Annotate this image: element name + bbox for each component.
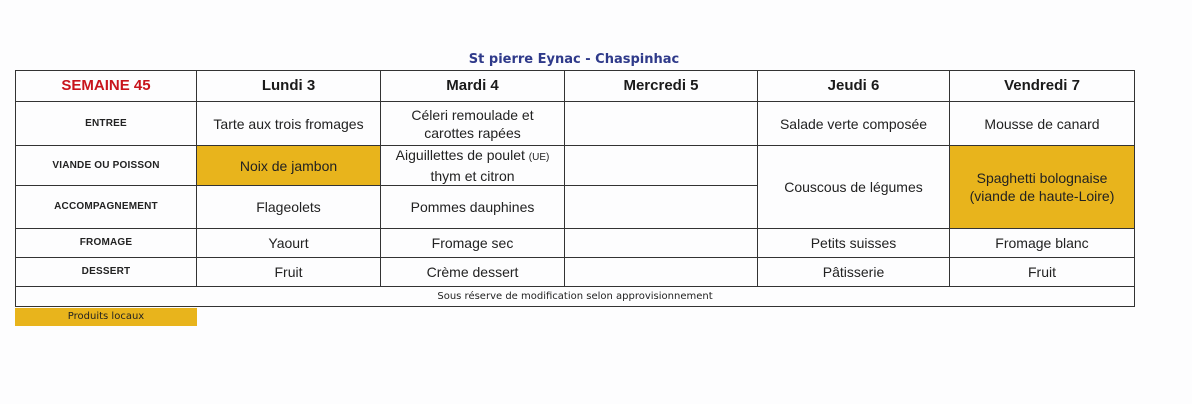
week-label: SEMAINE 45 — [16, 71, 197, 102]
cell-dessert-jeudi: Pâtisserie — [758, 258, 950, 287]
viande-mardi-main: Aiguillettes de poulet — [395, 147, 525, 163]
row-label-entree: ENTREE — [16, 102, 197, 146]
row-label-dessert: DESSERT — [16, 258, 197, 287]
cell-accompagnement-lundi: Flageolets — [197, 186, 381, 229]
origin-tag-ue: (UE) — [528, 152, 550, 163]
cell-fromage-mardi: Fromage sec — [381, 229, 565, 258]
cell-fromage-lundi: Yaourt — [197, 229, 381, 258]
menu-table — [15, 70, 1135, 307]
day-header-mardi: Mardi 4 — [381, 71, 565, 102]
row-dessert — [16, 258, 1135, 287]
cell-viande-lundi: Noix de jambon — [197, 146, 381, 186]
viande-mardi-rest: thym et citron — [430, 168, 515, 184]
cell-entree-lundi: Tarte aux trois fromages — [197, 102, 381, 146]
row-fromage — [16, 229, 1135, 258]
cell-entree-vendredi: Mousse de canard — [950, 102, 1135, 146]
row-label-accompagnement: ACCOMPAGNEMENT — [16, 186, 197, 229]
day-header-jeudi: Jeudi 6 — [758, 71, 950, 102]
cell-entree-mercredi — [565, 102, 758, 146]
cell-fromage-mercredi — [565, 229, 758, 258]
row-label-viande: VIANDE OU POISSON — [16, 146, 197, 186]
row-note — [16, 287, 1135, 307]
cell-accompagnement-mardi: Pommes dauphines — [381, 186, 565, 229]
cell-dessert-mercredi — [565, 258, 758, 287]
cell-viande-mardi — [381, 146, 565, 186]
day-header-mercredi: Mercredi 5 — [565, 71, 758, 102]
supply-note: Sous réserve de modification selon approvisionnement — [16, 287, 1135, 307]
row-entree — [16, 102, 1135, 146]
header-row — [16, 71, 1135, 102]
cell-plat-vendredi: Spaghetti bolognaise (viande de haute-Loire) — [950, 146, 1135, 229]
cell-accompagnement-mercredi — [565, 186, 758, 229]
cell-fromage-vendredi: Fromage blanc — [950, 229, 1135, 258]
row-label-fromage: FROMAGE — [16, 229, 197, 258]
page-title: St pierre Eynac - Chaspinhac — [468, 52, 680, 67]
day-header-vendredi: Vendredi 7 — [950, 71, 1135, 102]
row-viande — [16, 146, 1135, 186]
cell-viande-mercredi — [565, 146, 758, 186]
cell-plat-jeudi: Couscous de légumes — [758, 146, 950, 229]
cell-dessert-lundi: Fruit — [197, 258, 381, 287]
cell-fromage-jeudi: Petits suisses — [758, 229, 950, 258]
cell-entree-jeudi: Salade verte composée — [758, 102, 950, 146]
cell-dessert-vendredi: Fruit — [950, 258, 1135, 287]
legend-local-products: Produits locaux — [15, 308, 197, 326]
day-header-lundi: Lundi 3 — [197, 71, 381, 102]
cell-dessert-mardi: Crème dessert — [381, 258, 565, 287]
cell-entree-mardi: Céleri remoulade et carottes rapées — [381, 102, 565, 146]
